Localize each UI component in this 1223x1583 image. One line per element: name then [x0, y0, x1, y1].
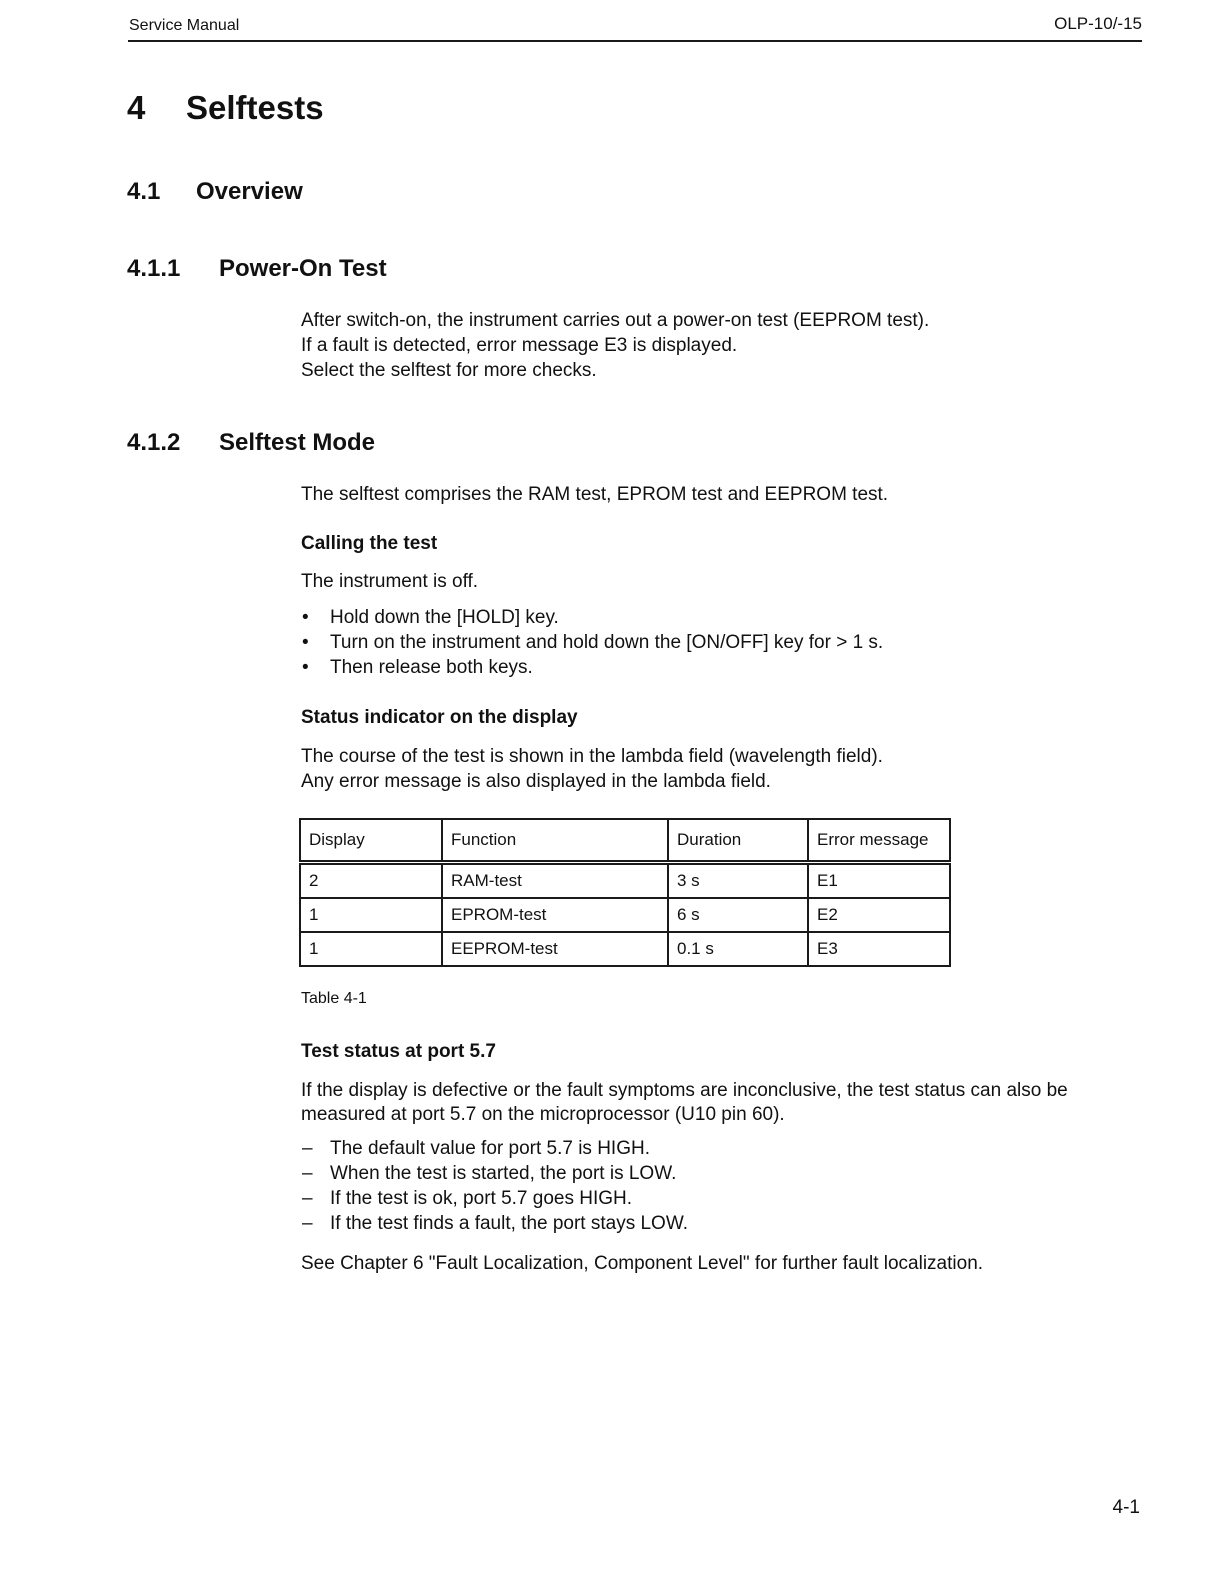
table-cell: E2	[808, 898, 950, 932]
table-cell: 3 s	[668, 863, 808, 899]
table-cell: 1	[300, 898, 442, 932]
table-row	[300, 932, 950, 966]
subsection-title-selftest: Selftest Mode	[219, 429, 376, 456]
port-line: If the display is defective or the fault symptoms are inconclusive, the test status can also be	[301, 1080, 1068, 1101]
port-item: If the test finds a fault, the port stays LOW.	[330, 1213, 689, 1234]
calling-intro: The instrument is off.	[301, 571, 479, 592]
calling-heading: Calling the test	[301, 533, 438, 554]
dash-icon: –	[302, 1213, 313, 1234]
status-heading: Status indicator on the display	[301, 707, 578, 728]
page-number: 4-1	[1112, 1497, 1140, 1518]
port-line: measured at port 5.7 on the microprocessor (U10 pin 60).	[301, 1104, 785, 1125]
calling-step: Hold down the [HOLD] key.	[330, 607, 559, 628]
table-cell: E1	[808, 863, 950, 899]
port-item: When the test is started, the port is LOW.	[330, 1163, 677, 1184]
table-header-cell: Duration	[668, 819, 808, 863]
see-also: See Chapter 6 "Fault Localization, Component Level" for further fault localization.	[301, 1253, 984, 1274]
bullet-icon: •	[302, 607, 309, 628]
table-header-cell: Error message	[808, 819, 950, 863]
table-cell: 1	[300, 932, 442, 966]
status-line: Any error message is also displayed in the lambda field.	[301, 771, 771, 792]
bullet-icon: •	[302, 632, 309, 653]
chapter-title: Selftests	[186, 89, 324, 126]
table-row	[300, 863, 950, 899]
table-cell: EEPROM-test	[442, 932, 668, 966]
dash-icon: –	[302, 1138, 313, 1159]
calling-step: Then release both keys.	[330, 657, 533, 678]
header-left: Service Manual	[129, 17, 240, 34]
subsection-number-selftest: 4.1.2	[127, 429, 181, 456]
table-header-cell: Function	[442, 819, 668, 863]
selftest-table	[299, 818, 951, 967]
table-header-row	[300, 819, 950, 863]
table-cell: 2	[300, 863, 442, 899]
bullet-icon: •	[302, 657, 309, 678]
dash-icon: –	[302, 1188, 313, 1209]
power-on-line: Select the selftest for more checks.	[301, 360, 597, 381]
table-cell: 6 s	[668, 898, 808, 932]
section-number: 4.1	[127, 178, 161, 205]
table-row	[300, 898, 950, 932]
selftest-intro: The selftest comprises the RAM test, EPROM test and EEPROM test.	[301, 484, 889, 505]
table-header-cell: Display	[300, 819, 442, 863]
chapter-number: 4	[127, 89, 146, 126]
dash-icon: –	[302, 1163, 313, 1184]
port-item: If the test is ok, port 5.7 goes HIGH.	[330, 1188, 633, 1209]
port-item: The default value for port 5.7 is HIGH.	[330, 1138, 650, 1159]
port-heading: Test status at port 5.7	[301, 1041, 496, 1062]
subsection-number-power-on: 4.1.1	[127, 255, 181, 282]
header-rule	[128, 40, 1142, 42]
power-on-line: If a fault is detected, error message E3 is displayed.	[301, 335, 738, 356]
subsection-title-power-on: Power-On Test	[219, 255, 387, 282]
section-title: Overview	[196, 178, 303, 205]
table-cell: E3	[808, 932, 950, 966]
table-cell: RAM-test	[442, 863, 668, 899]
header-right: OLP-10/-15	[1054, 14, 1142, 33]
status-line: The course of the test is shown in the lambda field (wavelength field).	[301, 746, 883, 767]
table-caption: Table 4-1	[301, 990, 367, 1007]
table-cell: EPROM-test	[442, 898, 668, 932]
calling-step: Turn on the instrument and hold down the [ON/OFF] key for > 1 s.	[330, 632, 884, 653]
table-cell: 0.1 s	[668, 932, 808, 966]
power-on-line: After switch-on, the instrument carries out a power-on test (EEPROM test).	[301, 310, 930, 331]
